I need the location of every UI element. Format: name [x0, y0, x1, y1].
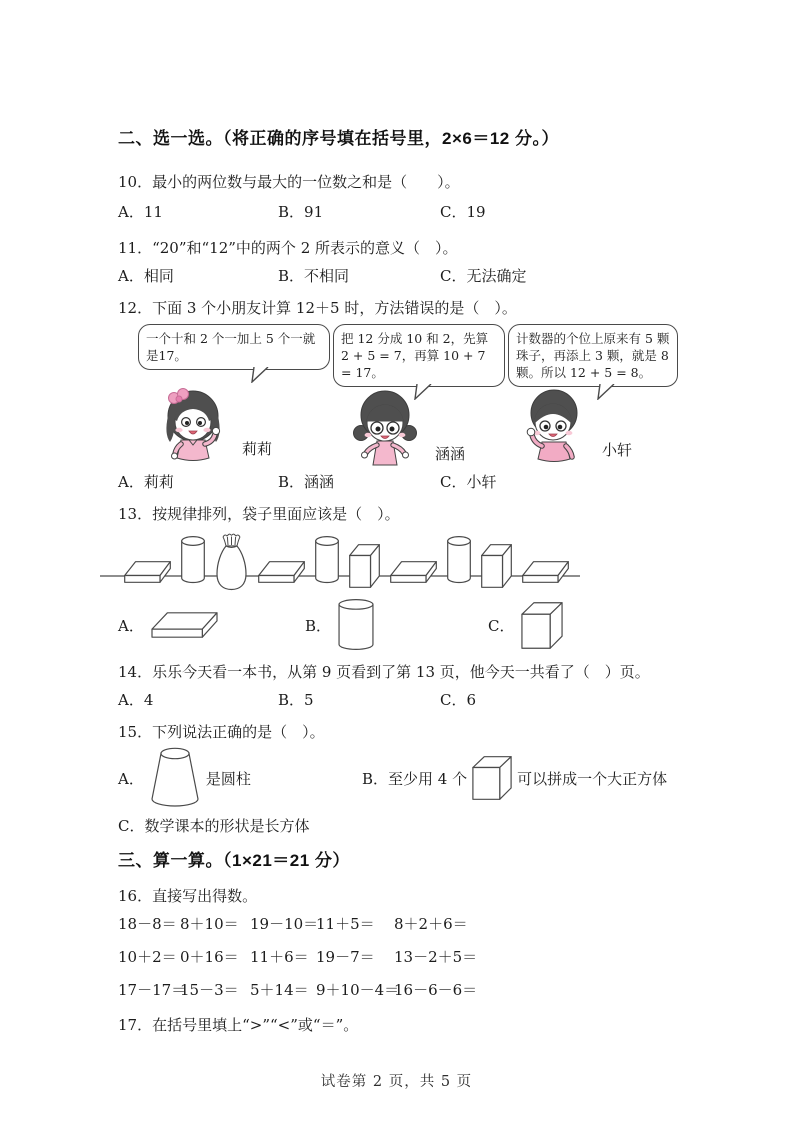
lili-speech-text: 一个十和 2 个一加上 5 个一就是17。 [146, 331, 316, 363]
calc-row-2 [118, 947, 680, 967]
xiaoxuan-speech-text: 计数器的个位上原来有 5 颗珠子，再添上 3 颗，就是 8 颗。所以 12 + 5 = 8。 [516, 331, 670, 380]
q13-option-b [305, 599, 488, 651]
hanhan-speech-text: 把 12 分成 10 和 2，先算 2 + 5 = 7，再算 10 + 7 = 17。 [341, 331, 489, 380]
q13-option-c-label: C． [488, 616, 515, 635]
cube-shape [473, 757, 511, 800]
question-14-text: 14．乐乐今天看一本书，从第 9 页看到了第 13 页，他今天一共看了（ ）页。 [118, 663, 650, 681]
calc-item: 9＋10－4＝ [316, 981, 400, 999]
calc-item: 16－6－6＝ [394, 981, 478, 999]
calc-item: 13－2＋5＝ [394, 948, 478, 966]
q12-option-b: B．涵涵 [278, 473, 335, 491]
q10-option-b: B．91 [278, 203, 324, 221]
question-12-text: 12．下面 3 个小朋友计算 12＋5 时，方法错误的是（ ）。 [118, 299, 517, 317]
q15-option-a-label: A． [118, 769, 144, 788]
kid-name-hanhan: 涵涵 [435, 445, 466, 463]
q12-option-a: A．莉莉 [118, 473, 174, 491]
q14-option-c: C．6 [440, 691, 477, 709]
calc-item: 19－10＝ [250, 915, 319, 933]
speech-bubble-tail [597, 384, 617, 400]
q15-option-b-suffix: 可以拼成一个大正方体 [517, 769, 668, 788]
q12-option-c: C．小轩 [440, 473, 497, 491]
cuboid-option-shape [151, 612, 218, 638]
q13-option-a [118, 612, 305, 638]
speech-bubble-tail [251, 367, 271, 383]
q15-option-a [118, 747, 362, 809]
question-14-options [118, 690, 680, 710]
calc-row-3 [118, 980, 680, 1000]
cube-shape [482, 545, 512, 588]
q15-option-c: C．数学课本的形状是长方体 [118, 817, 310, 835]
bag-shape [217, 534, 246, 589]
q13-option-a-label: A． [118, 616, 144, 635]
kid-name-lili: 莉莉 [242, 440, 273, 458]
calc-item: 0＋16＝ [180, 948, 239, 966]
pattern-strip [100, 530, 660, 594]
kid-group-lili [138, 324, 330, 466]
cuboid-shape [391, 562, 437, 583]
hanhan-speech-bubble [333, 324, 505, 387]
cuboid-shape [152, 613, 217, 637]
calc-item: 15－3＝ [180, 981, 239, 999]
kid-xiaoxuan-illustration [508, 387, 596, 467]
calc-item: 19－7＝ [316, 948, 375, 966]
cuboid-shape [259, 562, 305, 583]
cylinder-shape [182, 537, 205, 583]
calc-item: 8＋10＝ [180, 915, 239, 933]
question-10-text: 10．最小的两位数与最大的一位数之和是（ ）。 [118, 173, 460, 191]
cylinder-option-shape [338, 599, 374, 651]
question-15-options-ab [118, 744, 680, 812]
kid-name-xiaoxuan: 小轩 [602, 441, 633, 459]
question-15-text: 15．下列说法正确的是（ ）。 [118, 723, 325, 741]
pattern-strip-shapes [125, 534, 569, 589]
calc-item: 10＋2＝ [118, 948, 177, 966]
page-footer: 试卷第 2 页，共 5 页 [320, 1074, 473, 1090]
q15-option-a-text: 是圆柱 [205, 769, 251, 788]
cylinder-shape [448, 537, 471, 583]
q14-option-a: A．4 [118, 691, 154, 709]
question-12-options [118, 472, 680, 492]
q10-option-c: C．19 [440, 203, 486, 221]
q13-option-c [488, 602, 680, 649]
cuboid-shape [125, 562, 171, 583]
kid-group-xiaoxuan [508, 324, 678, 466]
q15-option-b-prefix: B．至少用 4 个 [362, 769, 468, 788]
cube-option-shape [521, 602, 563, 649]
cube-shape [350, 545, 380, 588]
q11-option-b: B．不相同 [278, 267, 350, 285]
page-content [118, 128, 680, 1045]
frustum-shape [152, 748, 198, 806]
question-11-options [118, 266, 680, 286]
frustum-shape [149, 747, 201, 809]
calc-item: 11＋5＝ [316, 915, 375, 933]
cylinder-shape [339, 600, 373, 650]
kid-group-hanhan [333, 324, 505, 466]
kid-lili-illustration [148, 386, 236, 466]
calc-row-1 [118, 914, 680, 934]
q10-option-a: A．11 [118, 203, 163, 221]
section-2-title: 二、选一选。（将正确的序号填在括号里，2×6＝12 分。） [118, 129, 559, 148]
q11-option-a: A．相同 [118, 267, 174, 285]
cube-shape [522, 602, 562, 648]
q11-option-c: C．无法确定 [440, 267, 527, 285]
calc-item: 17－17＝ [118, 981, 187, 999]
small-cube-shape [472, 756, 512, 800]
q14-option-b: B．5 [278, 691, 314, 709]
speech-bubble-tail [414, 384, 434, 400]
question-17-text: 17．在括号里填上“>”“<”或“＝”。 [118, 1016, 359, 1034]
calc-item: 18－8＝ [118, 915, 177, 933]
question-13-options [118, 596, 680, 654]
cylinder-shape [316, 537, 339, 583]
q13-option-b-label: B． [305, 616, 332, 635]
calc-item: 11＋6＝ [250, 948, 309, 966]
lili-speech-bubble [138, 324, 330, 370]
q15-option-b [362, 756, 680, 800]
cuboid-shape [523, 562, 569, 583]
calc-item: 8＋2＋6＝ [394, 915, 468, 933]
xiaoxuan-speech-bubble [508, 324, 678, 387]
section-3-title: 三、算一算。（1×21＝21 分） [118, 851, 350, 870]
question-12-illustration [138, 324, 680, 466]
calc-item: 5＋14＝ [250, 981, 309, 999]
question-13-text: 13．按规律排列，袋子里面应该是（ ）。 [118, 505, 400, 523]
question-11-text: 11．“20”和“12”中的两个 2 所表示的意义（ ）。 [118, 239, 458, 257]
question-16-text: 16．直接写出得数。 [118, 887, 258, 905]
question-10-options [118, 202, 680, 222]
